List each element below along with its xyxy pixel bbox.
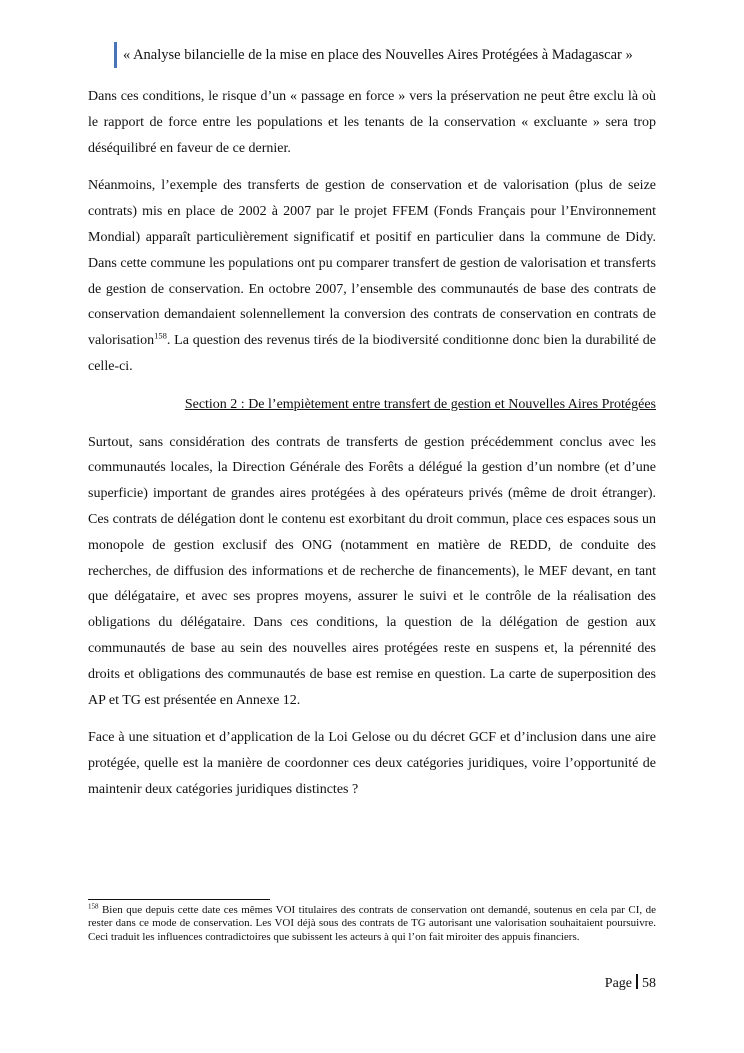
footnote (88, 904, 656, 944)
paragraph-2 (88, 173, 656, 379)
section-title: Section 2 : De l’empiètement entre transfert de gestion et Nouvelles Aires Protégées (184, 396, 656, 412)
main-text (88, 84, 656, 815)
page-footer (605, 974, 656, 994)
paragraph-3: Surtout, sans considération des contrats de transferts de gestion précédemment conclus avec les communautés locales, la Direction Générale des Forêts a délégué la gestion d’un nombre (et d’une superficie) important de grandes aires protégées à des opérateurs privés (même de droit étranger). Ces contrats de délégation dont le contenu est exorbitant du droit commun, place ces espaces sous un monopole de gestion exclusif des ONG (notamment en matière de REDD, de conduite des recherches, de diffusion des informations et de recherche de financements), le MEF devant, en tant que délégataire, et avec ses propres moyens, assurer le suivi et le contrôle de la réalisation des obligations du délégataire. Dans ces conditions, la question de la délégation de gestion aux communautés de base au sein des nouvelles aires protégées reste en suspens et, la pérennité des droits et obligations des communautés de base est remise en question. La carte de superposition des AP et TG est présentée en Annexe 12. (88, 434, 656, 708)
page-label: Page (604, 976, 632, 991)
paragraph-4: Face à une situation et d’application de la Loi Gelose ou du décret GCF et d’inclusion dans une aire protégée, quelle est la manière de coordonner ces deux catégories juridiques, voire l’opportunité de maintenir deux catégories juridiques distinctes ? (88, 730, 656, 797)
running-header (114, 42, 633, 68)
paragraph-2-text: Néanmoins, l’exemple des transferts de gestion de conservation et de valorisation (plus de seize contrats) mis en place de 2002 à 2007 par le projet FFEM (Fonds Français pour l’Environnement Mondial) apparaît particulièrement significatif et positif en particulier dans la commune de Didy. Dans cette commune les populations ont pu comparer transfert de gestion de valorisation et transferts de gestion de conservation. En octobre 2007, l’ensemble des communautés de base des contrats de conservation demandaient solennellement la conversion des contrats de conservation en contrats de valorisation (88, 178, 656, 349)
page-divider (636, 974, 638, 989)
footnote-separator (88, 899, 270, 900)
page-number: 58 (642, 976, 656, 991)
paragraph-1: Dans ces conditions, le risque d’un « passage en force » vers la préservation ne peut être exclu là où le rapport de force entre les populations et les tenants de la conservation « excluante » sera trop déséquilibré en faveur de ce dernier. (88, 89, 656, 156)
paragraph-2-tail: . La question des revenus tirés de la biodiversité conditionne donc bien la durabilité de celle-ci. (88, 333, 656, 374)
header-title: « Analyse bilancielle de la mise en place des Nouvelles Aires Protégées à Madagascar » (123, 47, 633, 63)
footnote-text: Bien que depuis cette date ces mêmes VOI titulaires des contrats de conservation ont demandé, soutenus en cela par CI, de rester dans ce mode de conservation. Les VOI déjà sous des contrats de TG autorisant une valorisation souhaitaient poursuivre. Ceci traduit les influences contradictoires que subissent les acteurs à qui l’on fait miroiter des appuis financiers. (88, 904, 657, 943)
footnote-reference: 158 (154, 330, 167, 341)
footnote-number: 158 (88, 902, 99, 911)
